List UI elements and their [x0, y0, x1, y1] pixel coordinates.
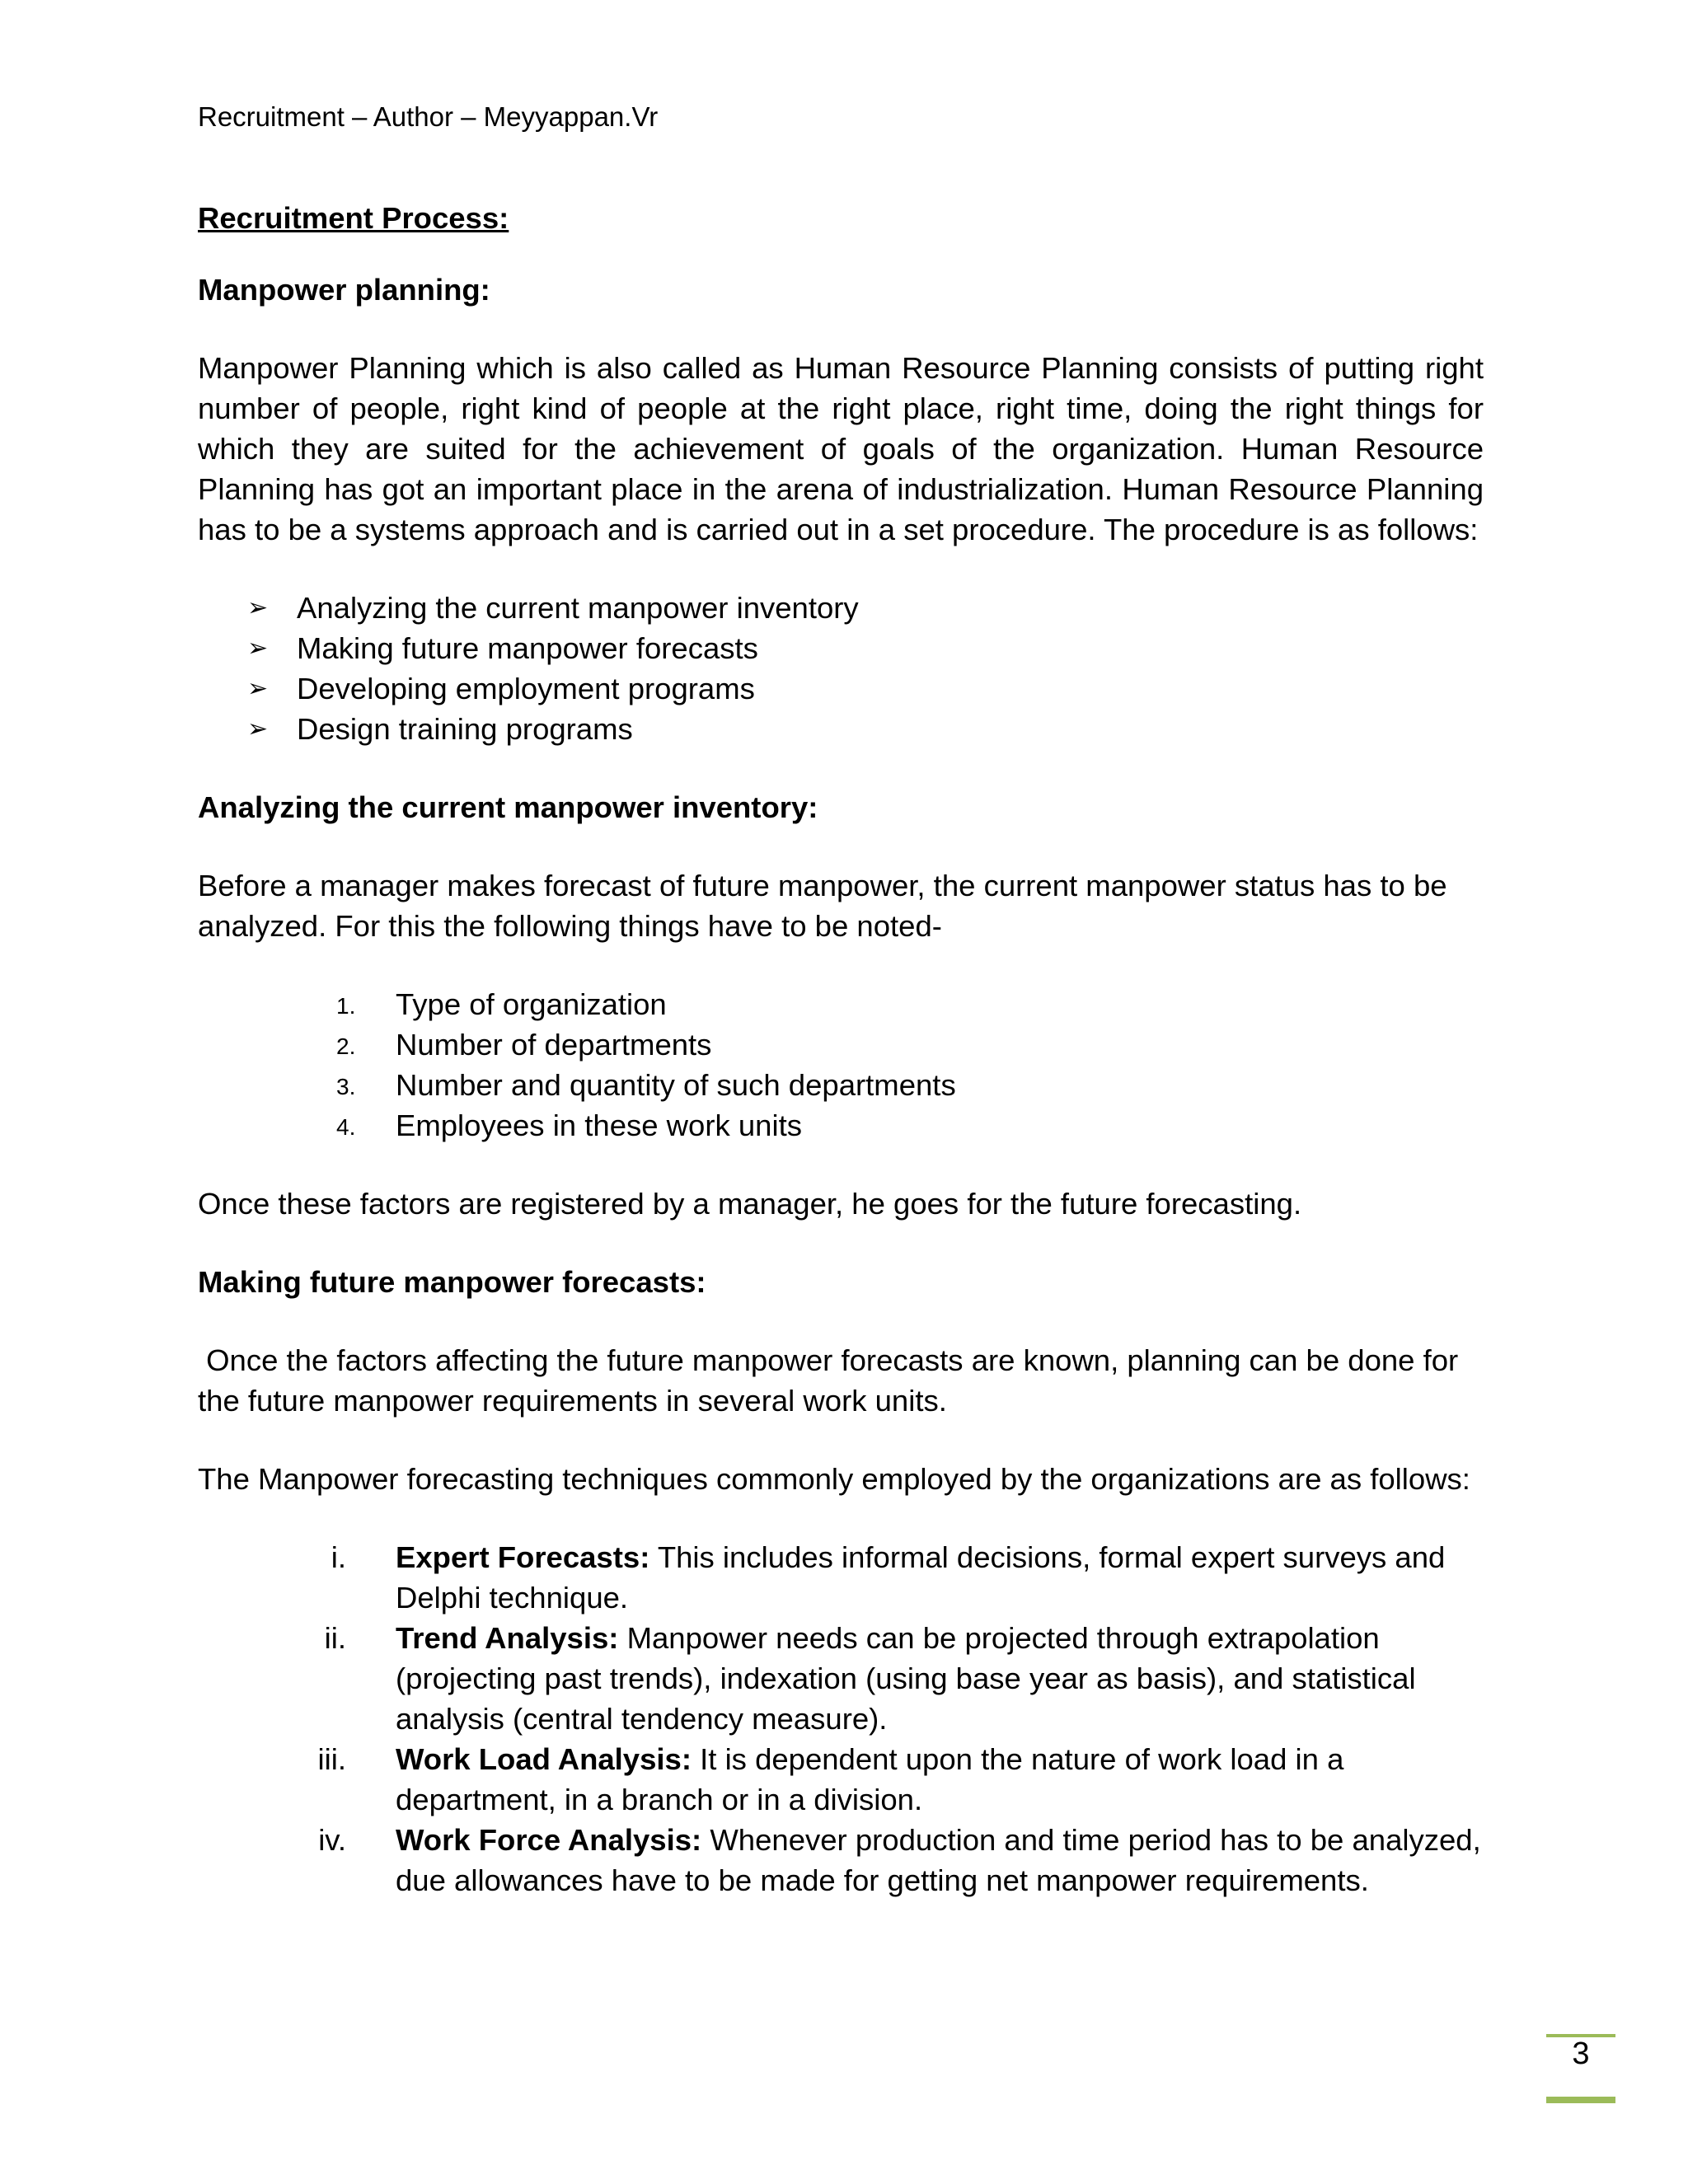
page-content: [198, 198, 1489, 1900]
arrow-bullet-icon: ➢: [247, 635, 269, 662]
inventory-numbered-list: [198, 984, 1484, 1146]
forecasting-techniques-list: [198, 1537, 1489, 1900]
procedure-bullet-list: [198, 588, 1484, 749]
manpower-planning-heading: Manpower planning:: [198, 273, 490, 307]
forecasts-paragraph-2: The Manpower forecasting techniques commonly employed by the organizations are as follows:: [198, 1462, 1470, 1496]
list-item: 3. Number and quantity of such departments: [336, 1068, 956, 1102]
list-item: 1. Type of organization: [336, 987, 667, 1021]
section-title: Recruitment Process:: [198, 201, 509, 235]
list-item: ➢ Design training programs: [198, 709, 1484, 749]
page-header: Recruitment – Author – Meyyappan.Vr: [198, 101, 659, 132]
inventory-heading: Analyzing the current manpower inventory:: [198, 790, 818, 824]
inventory-paragraph: Before a manager makes forecast of future manpower, the current manpower status has to be analyzed. For this the following things have to be noted-: [198, 869, 1447, 943]
inventory-closing: Once these factors are registered by a manager, he goes for the future forecasting.: [198, 1187, 1302, 1221]
forecasts-paragraph-1: Once the factors affecting the future manpower forecasts are known, planning can be done for the future manpower requirements in several work units.: [198, 1343, 1467, 1418]
arrow-bullet-icon: ➢: [247, 675, 269, 702]
list-item: i. Expert Forecasts: This includes informal decisions, formal expert surveys and Delphi technique.: [331, 1540, 1454, 1615]
list-item: ➢ Analyzing the current manpower inventory: [198, 588, 1484, 628]
arrow-bullet-icon: ➢: [247, 715, 269, 743]
forecasts-heading: Making future manpower forecasts:: [198, 1265, 706, 1299]
list-item: ➢ Making future manpower forecasts: [198, 628, 1484, 668]
list-item: 2. Number of departments: [336, 1028, 712, 1062]
manpower-planning-paragraph: Manpower Planning which is also called as Human Resource Planning consists of putting right number of people, right kind of people at the right place, right time, doing the right things for which they are suited for the achievement of goals of the organization. Human Resource Planning has got an important place in the arena of industrialization. Human Resource Planning has to be a systems approach and is carried out in a set procedure. The procedure is as follows:: [198, 351, 1484, 546]
arrow-bullet-icon: ➢: [247, 594, 269, 621]
list-item: ➢ Developing employment programs: [198, 668, 1484, 709]
footer-accent-line-bottom: [1546, 2097, 1615, 2103]
list-item: iv. Work Force Analysis: Whenever production and time period has to be analyzed, due allowances have to be made for getting net manpower requirements.: [318, 1823, 1489, 1897]
page-number: 3: [1572, 2036, 1590, 2071]
list-item: ii. Trend Analysis: Manpower needs can be projected through extrapolation (projecting past trends), indexation (using base year as basis), and statistical analysis (central tendency measure).: [324, 1621, 1424, 1736]
list-item: 4. Employees in these work units: [336, 1108, 802, 1142]
list-item: iii. Work Load Analysis: It is dependent upon the nature of work load in a department, in a branch or in a division.: [317, 1742, 1353, 1816]
